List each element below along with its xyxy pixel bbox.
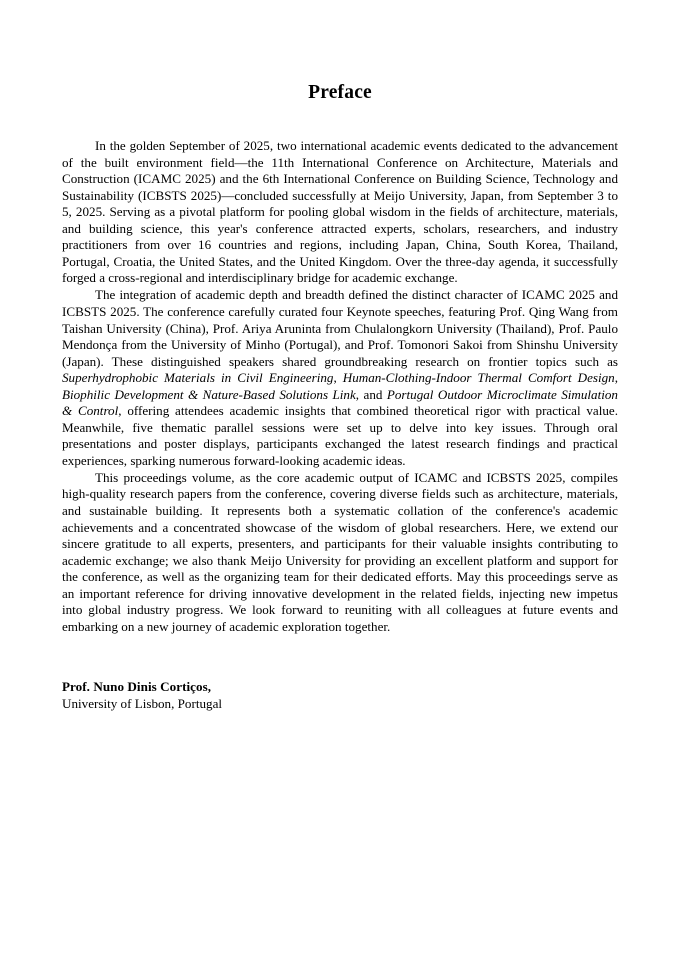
keynote-topic-3: Biophilic Development & Nature-Based Solutions Link bbox=[62, 386, 356, 402]
signature-name: Prof. Nuno Dinis Cortiços, bbox=[62, 679, 212, 694]
topic-separator-1: , bbox=[333, 370, 343, 386]
paragraph-3: This proceedings volume, as the core academic output of ICAMC and ICBSTS 2025, compiles high-quality research papers from the conference, covering diverse fields such as architecture, materials, and sustainable building. It represents both a systematic collation of the conference's academic achievements and a concentrated showcase of the wisdom of global researchers. Here, we extend our sincere gratitude to all experts, presenters, and participants for their valuable insights contributing to academic exchange; we also thank Meijo University for providing an excellent platform and support for the conference, as well as the organizing team for their dedicated efforts. May this proceedings serve as an important reference for driving innovative development in the related fields, injecting new impetus into global industry progress. We look forward to reuniting with all colleagues at future events and embarking on a new journey of academic exploration together. bbox=[62, 469, 618, 634]
paragraph-2 bbox=[62, 287, 618, 469]
keynote-topic-1: Superhydrophobic Materials in Civil Engineering bbox=[62, 370, 334, 386]
signature-block bbox=[62, 679, 618, 712]
paragraph-1: In the golden September of 2025, two international academic events dedicated to the advancement of the built environment field—the 11th International Conference on Architecture, Materials and Construction (ICAMC 2025) and the 6th International Conference on Building Science, Technology and Sustainability (ICBSTS 2025)—concluded successfully at Meijo University, Japan, from September 3 to 5, 2025. Serving as a pivotal platform for pooling global wisdom in the fields of architecture, materials, and building science, this year's conference attracted experts, scholars, researchers, and industry practitioners from over 16 countries and regions, including Japan, China, South Korea, Thailand, Portugal, Croatia, the United States, and the United Kingdom. Over the three-day agenda, it successfully forged a cross-regional and interdisciplinary bridge for academic exchange. bbox=[62, 138, 618, 286]
keynote-topic-2: Human-Clothing-Indoor Thermal Comfort Design bbox=[342, 370, 615, 386]
paragraph-2-text-tail: , offering attendees academic insights that combined theoretical rigor with practical value. Meanwhile, five thematic parallel sessions were set up to delve into key issues. Through oral presentations and poster displays, participants exchanged the latest research findings and practical experiences, sparking numerous forward-looking academic ideas. bbox=[62, 403, 619, 468]
signature-affiliation: University of Lisbon, Portugal bbox=[62, 695, 223, 711]
keynote-topic-4: Portugal Outdoor Microclimate Simulation & Control bbox=[62, 386, 618, 419]
topic-separator-3: , and bbox=[355, 386, 387, 402]
preface-body bbox=[62, 138, 618, 635]
topic-separator-2: , bbox=[614, 370, 619, 386]
paragraph-2-text-lead: The integration of academic depth and breadth defined the distinct character of ICAMC 2025 and ICBSTS 2025. The conference carefully curated four Keynote speeches, featuring Prof. Qing Wang from Taishan University (China), Prof. Ariya Aruninta from Chulalongkorn University (Thailand), Prof. Paulo Mendonça from the University of Minho (Portugal), and Prof. Tomonori Sakoi from Shinshu University (Japan). These distinguished speakers shared groundbreaking research on frontier topics such as bbox=[62, 287, 618, 369]
page-title: Preface bbox=[308, 82, 372, 103]
